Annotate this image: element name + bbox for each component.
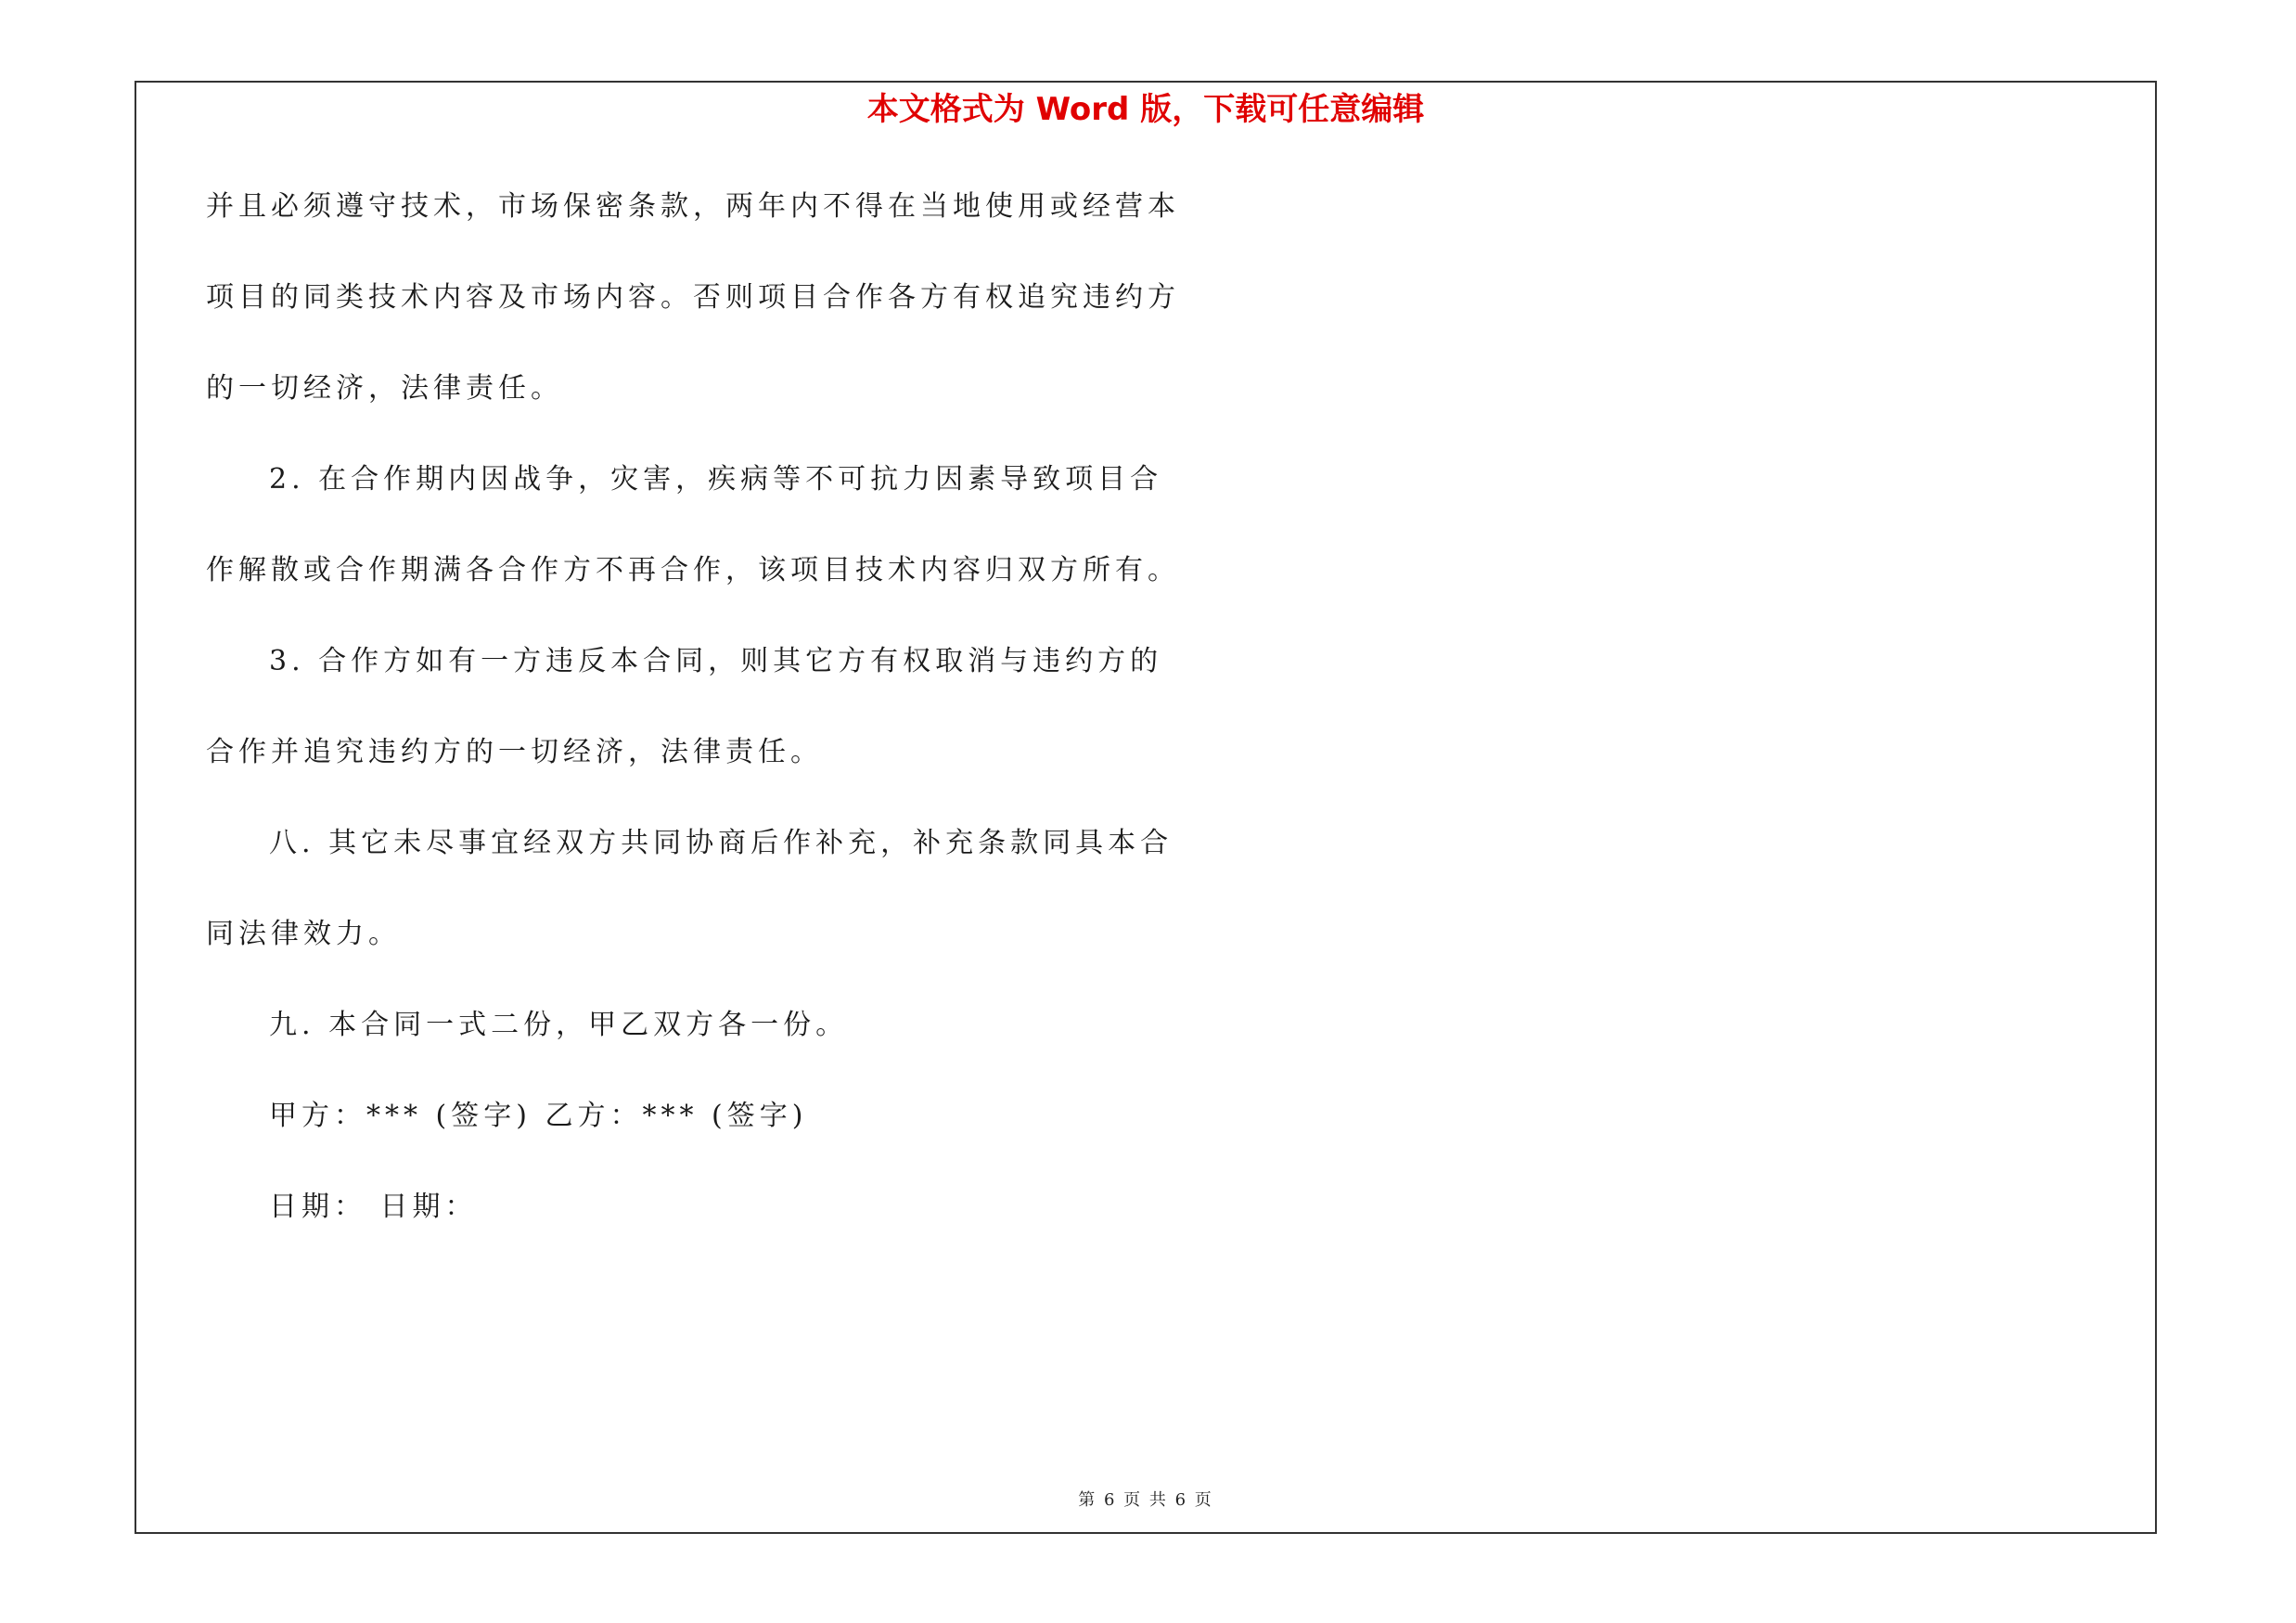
document-body (206, 170, 1319, 1261)
paragraph-line-2: 项目的同类技术内容及市场内容。否则项目合作各方有权追究违约方 (206, 281, 1180, 314)
paragraph-line-6: 3. 合作方如有一方违反本合同，则其它方有权取消与违约方的 (269, 645, 1163, 677)
paragraph-line-5: 作解散或合作期满各合作方不再合作，该项目技术内容归双方所有。 (206, 554, 1180, 586)
paragraph-line-9: 同法律效力。 (206, 918, 401, 950)
page-footer: 第 6 页 共 6 页 (1078, 1490, 1213, 1510)
paragraph-line-8: 八. 其它未尽事宜经双方共同协商后作补充，补充条款同具本合 (269, 827, 1174, 859)
date-line: 日期： 日期： (269, 1191, 478, 1223)
paragraph-line-7: 合作并追究违约方的一切经济，法律责任。 (206, 736, 823, 768)
page-frame (135, 81, 2157, 1534)
paragraph-line-3: 的一切经济，法律责任。 (206, 372, 563, 405)
header-banner: 本文格式为 Word 版，下载可任意编辑 (866, 91, 1425, 128)
paragraph-line-1: 并且必须遵守技术，市场保密条款，两年内不得在当地使用或经营本 (206, 190, 1180, 223)
signature-line: 甲方：*** (签字) 乙方：*** (签字) (269, 1100, 808, 1132)
paragraph-line-10: 九. 本合同一式二份，甲乙双方各一份。 (269, 1009, 849, 1041)
paragraph-line-4: 2. 在合作期内因战争，灾害，疾病等不可抗力因素导致项目合 (269, 463, 1163, 496)
